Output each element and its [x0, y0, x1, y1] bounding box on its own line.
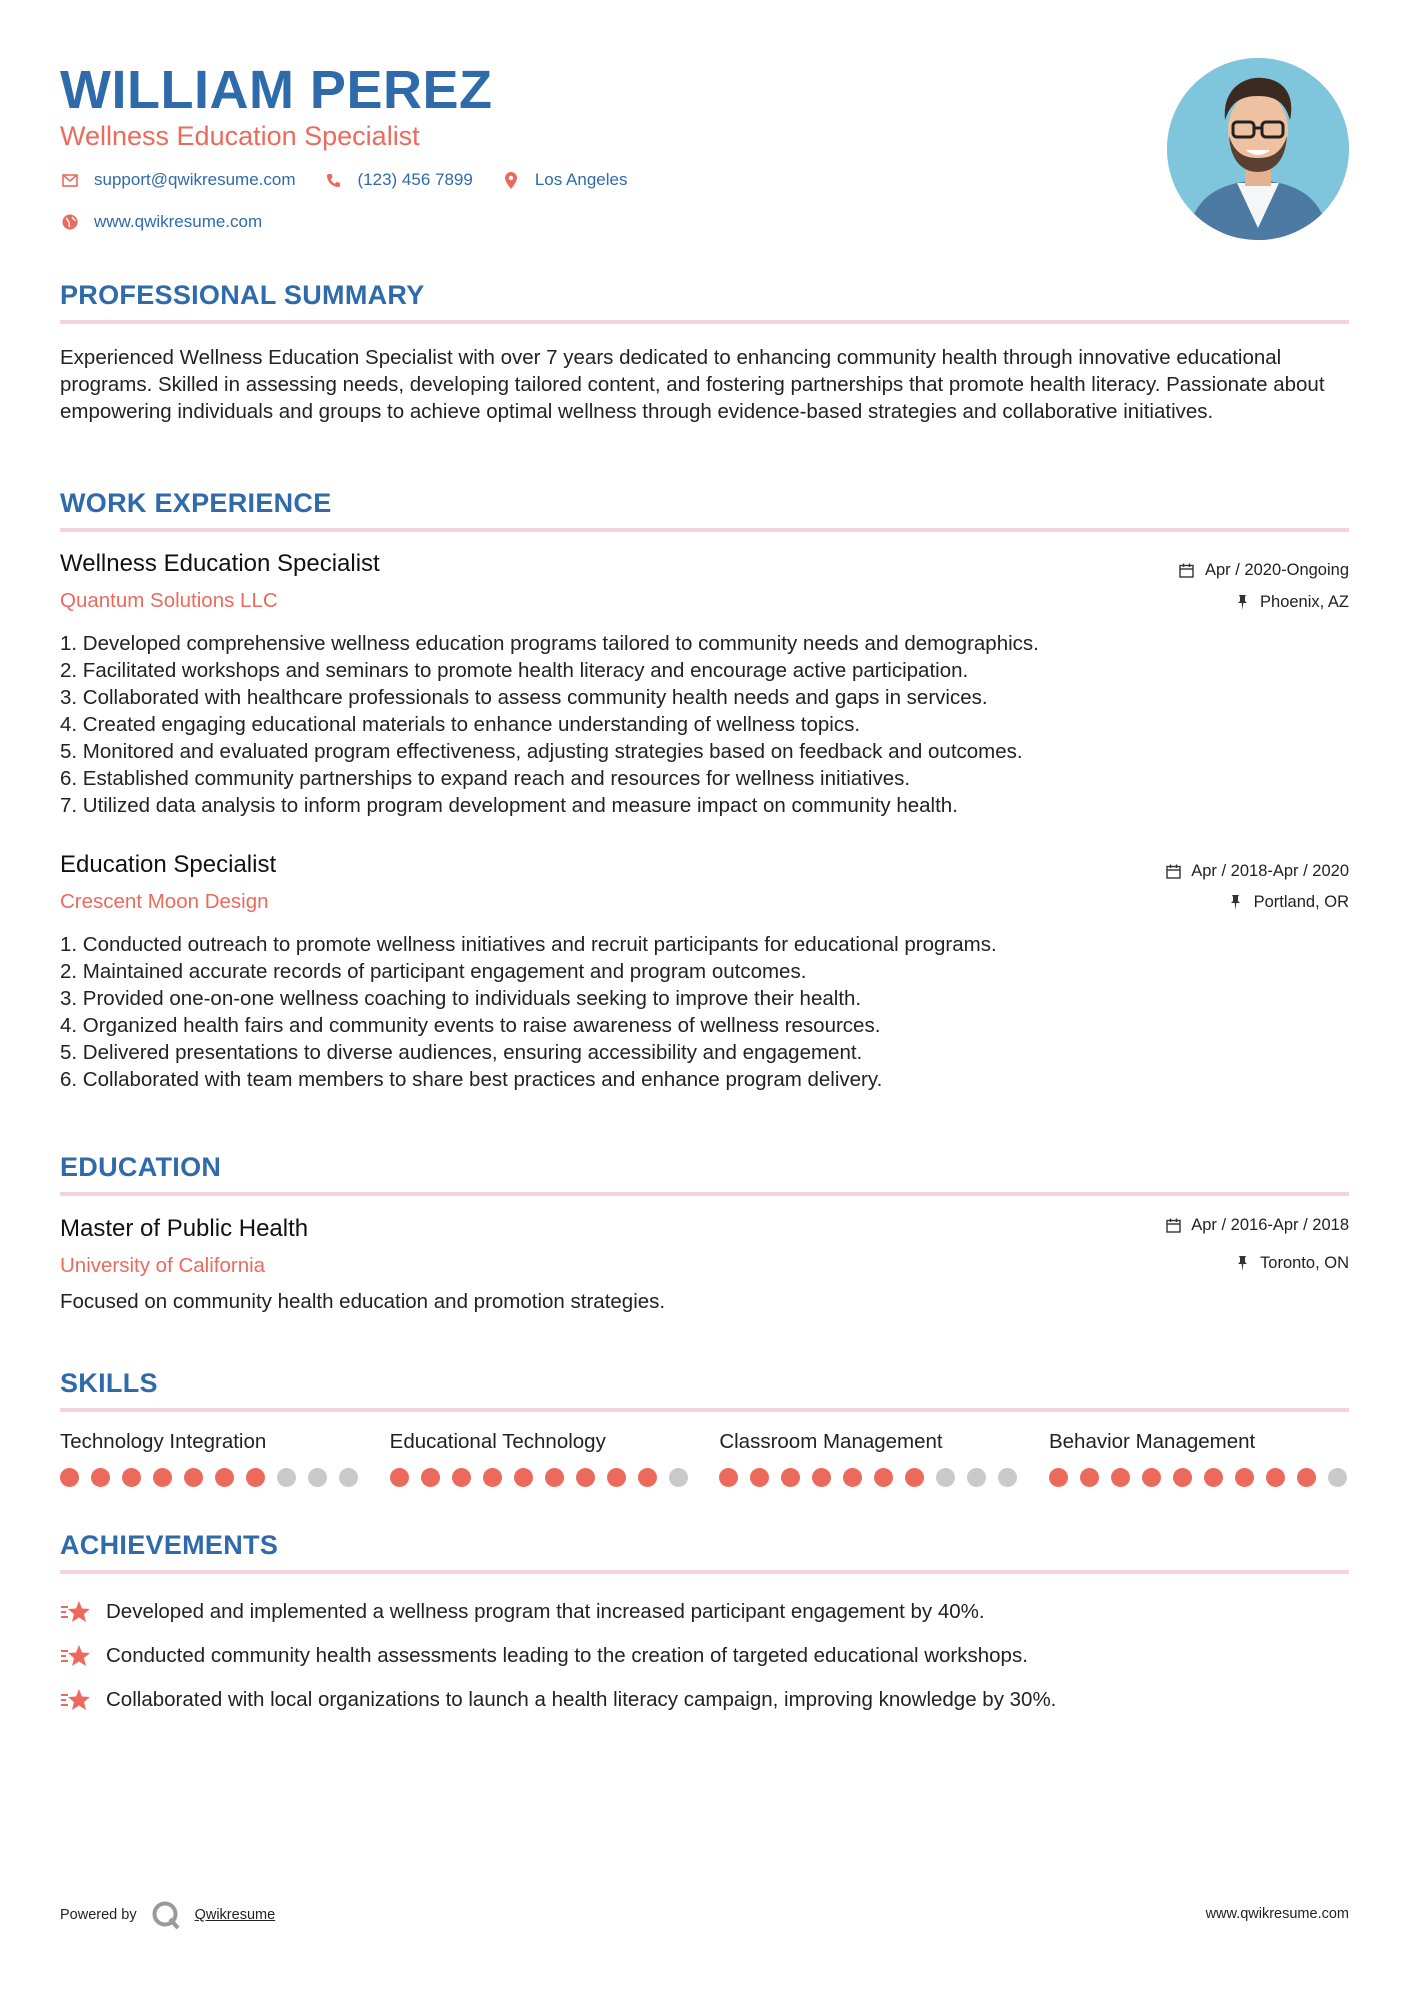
summary-divider — [60, 320, 1349, 324]
rating-dot-empty — [339, 1468, 358, 1487]
skill-name: Educational Technology — [389, 1430, 606, 1453]
rating-dot-filled — [843, 1468, 862, 1487]
globe-icon — [60, 212, 80, 232]
job-1-company: Quantum Solutions LLC — [60, 589, 278, 612]
education-divider — [60, 1192, 1349, 1196]
candidate-name: WILLIAM PEREZ — [60, 60, 493, 120]
rating-dot-filled — [184, 1468, 203, 1487]
rating-dot-filled — [545, 1468, 564, 1487]
rating-dot-filled — [1235, 1468, 1254, 1487]
pushpin-icon — [1226, 892, 1246, 912]
job-1-title: Wellness Education Specialist — [60, 550, 380, 577]
job-2-dates-text: Apr / 2018-Apr / 2020 — [1191, 861, 1349, 880]
skill-name: Technology Integration — [60, 1430, 267, 1453]
list-item — [60, 1590, 1349, 1634]
candidate-headline: Wellness Education Specialist — [60, 121, 420, 151]
list-item: 5. Delivered presentations to diverse audiences, ensuring accessibility and engagement. — [60, 1041, 863, 1064]
achievements-heading: ACHIEVEMENTS — [60, 1530, 279, 1560]
job-2-location — [1226, 892, 1349, 912]
job-2-company: Crescent Moon Design — [60, 890, 269, 913]
education-description: Focused on community health education and promotion strategies. — [60, 1290, 666, 1313]
list-item: 3. Collaborated with healthcare professionals to assess community health needs and gaps in services. — [60, 686, 988, 709]
phone-text: (123) 456 7899 — [357, 170, 473, 189]
skill-rating — [390, 1468, 690, 1487]
rating-dot-filled — [874, 1468, 893, 1487]
list-item: 1. Developed comprehensive wellness education programs tailored to community needs and demographics. — [60, 632, 1039, 655]
achievement-text: Conducted community health assessments leading to the creation of targeted educational workshops. — [106, 1644, 1028, 1667]
rating-dot-filled — [1204, 1468, 1223, 1487]
rating-dot-filled — [638, 1468, 657, 1487]
skills-divider — [60, 1408, 1349, 1412]
envelope-icon — [60, 170, 80, 190]
summary-text: Experienced Wellness Education Specialist with over 7 years dedicated to enhancing community health through innovative educational programs. Skilled in assessing needs, developing tailored content, and fostering partnerships that promote health literacy. Passionate about empowering individuals and groups to achieve optimal wellness through evidence-based strategies and collaborative initiatives. — [60, 346, 1325, 423]
skill-rating — [60, 1468, 360, 1487]
job-2-title: Education Specialist — [60, 851, 277, 878]
rating-dot-filled — [91, 1468, 110, 1487]
map-pin-icon — [501, 170, 521, 190]
skills-heading: SKILLS — [60, 1368, 158, 1398]
rating-dot-filled — [122, 1468, 141, 1487]
rating-dot-filled — [1142, 1468, 1161, 1487]
skill-item — [719, 1430, 1019, 1487]
rating-dot-filled — [153, 1468, 172, 1487]
rating-dot-filled — [452, 1468, 471, 1487]
rating-dot-filled — [483, 1468, 502, 1487]
location-text: Los Angeles — [534, 170, 628, 189]
education-dates-text: Apr / 2016-Apr / 2018 — [1191, 1215, 1349, 1234]
star-icon — [60, 1687, 92, 1713]
list-item: 7. Utilized data analysis to inform program development and measure impact on community health. — [60, 794, 958, 817]
list-item: 6. Collaborated with team members to share best practices and enhance program delivery. — [60, 1068, 883, 1091]
job-1-location-text: Phoenix, AZ — [1260, 592, 1349, 611]
powered-by-label: Powered by — [60, 1907, 137, 1923]
star-icon — [60, 1643, 92, 1669]
skill-item — [390, 1430, 690, 1487]
qwikresume-link[interactable]: Qwikresume — [194, 1907, 276, 1923]
contact-email[interactable] — [60, 170, 296, 190]
contact-location — [501, 170, 628, 190]
list-item: 2. Facilitated workshops and seminars to promote health literacy and encourage active participation. — [60, 659, 969, 682]
rating-dot-filled — [607, 1468, 626, 1487]
star-icon — [60, 1599, 92, 1625]
footer-site-link[interactable]: www.qwikresume.com — [1205, 1906, 1349, 1922]
job-1-dates — [1177, 560, 1349, 580]
skills-grid — [60, 1430, 1349, 1487]
achievements-list — [60, 1590, 1349, 1722]
pushpin-icon — [1232, 592, 1252, 612]
rating-dot-empty — [669, 1468, 688, 1487]
skill-item — [60, 1430, 360, 1487]
education-degree: Master of Public Health — [60, 1215, 309, 1242]
job-2-dates — [1163, 861, 1349, 881]
list-item: 4. Organized health fairs and community events to raise awareness of wellness resources. — [60, 1014, 881, 1037]
rating-dot-filled — [781, 1468, 800, 1487]
qwikresume-logo-icon — [151, 1900, 181, 1930]
skill-rating — [1049, 1468, 1349, 1487]
achievement-text: Collaborated with local organizations to launch a health literacy campaign, improving knowledge by 30%. — [106, 1688, 1057, 1711]
skill-rating — [719, 1468, 1019, 1487]
summary-heading: PROFESSIONAL SUMMARY — [60, 280, 425, 310]
rating-dot-filled — [750, 1468, 769, 1487]
job-1-bullets — [60, 630, 1349, 819]
calendar-icon — [1163, 861, 1183, 881]
experience-heading: WORK EXPERIENCE — [60, 488, 332, 518]
website-text: www.qwikresume.com — [94, 212, 263, 231]
job-1-dates-text: Apr / 2020-Ongoing — [1204, 560, 1349, 579]
rating-dot-empty — [936, 1468, 955, 1487]
rating-dot-filled — [576, 1468, 595, 1487]
job-2-location-text: Portland, OR — [1253, 892, 1349, 911]
rating-dot-empty — [1328, 1468, 1347, 1487]
education-location — [1232, 1253, 1349, 1273]
rating-dot-filled — [246, 1468, 265, 1487]
rating-dot-filled — [390, 1468, 409, 1487]
job-1-location — [1232, 592, 1349, 612]
rating-dot-filled — [719, 1468, 738, 1487]
calendar-icon — [1177, 560, 1197, 580]
education-dates — [1163, 1215, 1349, 1235]
skill-item — [1049, 1430, 1349, 1487]
rating-dot-filled — [1080, 1468, 1099, 1487]
list-item — [60, 1678, 1349, 1722]
rating-dot-empty — [967, 1468, 986, 1487]
list-item: 6. Established community partnerships to expand reach and resources for wellness initiatives. — [60, 767, 911, 790]
achievements-divider — [60, 1570, 1349, 1574]
job-2-bullets — [60, 931, 1349, 1093]
rating-dot-filled — [1297, 1468, 1316, 1487]
resume-page — [60, 0, 1349, 1990]
rating-dot-filled — [1173, 1468, 1192, 1487]
list-item: 5. Monitored and evaluated program effectiveness, adjusting strategies based on feedback and outcomes. — [60, 740, 1023, 763]
rating-dot-filled — [421, 1468, 440, 1487]
profile-photo — [1167, 58, 1349, 240]
rating-dot-filled — [514, 1468, 533, 1487]
skill-name: Behavior Management — [1048, 1430, 1256, 1453]
rating-dot-filled — [905, 1468, 924, 1487]
rating-dot-empty — [308, 1468, 327, 1487]
rating-dot-filled — [60, 1468, 79, 1487]
education-school: University of California — [60, 1254, 266, 1277]
contact-row — [60, 170, 639, 190]
rating-dot-filled — [1266, 1468, 1285, 1487]
list-item — [60, 1634, 1349, 1678]
phone-icon — [324, 170, 344, 190]
rating-dot-filled — [812, 1468, 831, 1487]
achievement-text: Developed and implemented a wellness program that increased participant engagement by 40%. — [106, 1600, 985, 1623]
list-item: 4. Created engaging educational materials to enhance understanding of wellness topics. — [60, 713, 861, 736]
contact-website[interactable] — [60, 212, 262, 232]
rating-dot-filled — [215, 1468, 234, 1487]
rating-dot-empty — [277, 1468, 296, 1487]
rating-dot-empty — [998, 1468, 1017, 1487]
list-item: 1. Conducted outreach to promote wellness initiatives and recruit participants for educational programs. — [60, 933, 997, 956]
rating-dot-filled — [1049, 1468, 1068, 1487]
skill-name: Classroom Management — [719, 1430, 943, 1453]
education-location-text: Toronto, ON — [1260, 1253, 1349, 1272]
footer-powered-by — [60, 1900, 275, 1930]
contact-phone[interactable] — [324, 170, 473, 190]
calendar-icon — [1163, 1215, 1183, 1235]
education-heading: EDUCATION — [60, 1152, 222, 1182]
list-item: 2. Maintained accurate records of participant engagement and program outcomes. — [60, 960, 807, 983]
rating-dot-filled — [1111, 1468, 1130, 1487]
email-text: support@qwikresume.com — [94, 170, 296, 189]
pushpin-icon — [1232, 1253, 1252, 1273]
list-item: 3. Provided one-on-one wellness coaching to individuals seeking to improve their health. — [60, 987, 862, 1010]
experience-divider — [60, 528, 1349, 532]
contact-row-2 — [60, 212, 274, 232]
